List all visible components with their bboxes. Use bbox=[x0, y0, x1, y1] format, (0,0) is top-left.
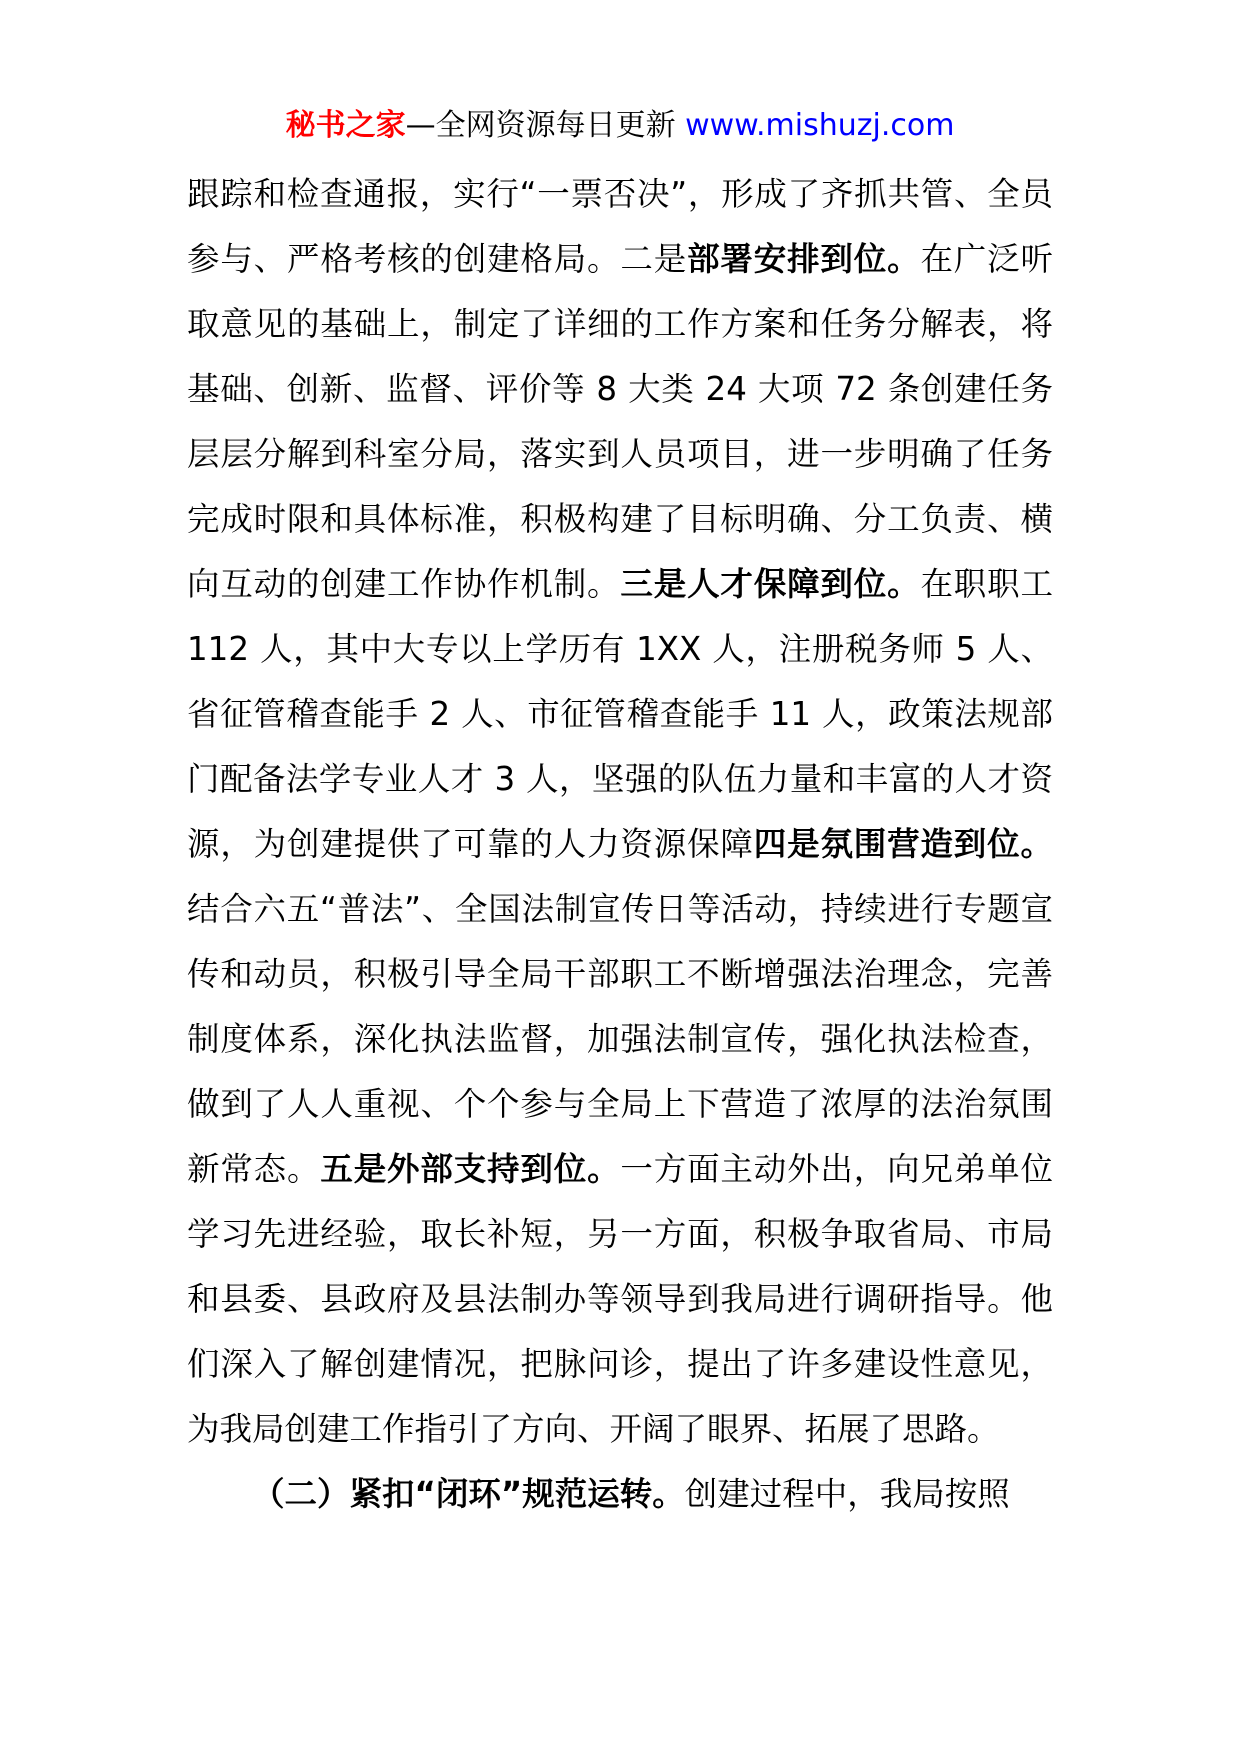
paragraph-text: 结合六五“普法”、全国法制宣传日等活动，持续进行专题宣传和动员，积极引导全局干部职工不断增强法治理念，完善制度体系，深化执法监督，加强法制宣传，强化执法检查，做到了人人重视、个个参与全局上下营造了浓厚的法治氛围新常态。 bbox=[187, 890, 1053, 1188]
site-header bbox=[0, 104, 1240, 148]
paragraph-text: 在广泛听取意见的基础上，制定了详细的工作方案和任务分解表，将基础、创新、监督、评价等 8 大类 24 大项 72 条创建任务层层分解到科室分局，落实到人员项目，进一步明确了任务完成时限和具体标准，积极构建了目标明确、分工负责、横向互动的创建工作协作机制。 bbox=[187, 240, 1053, 603]
bold-heading: 部署安排到位。 bbox=[687, 240, 921, 278]
document-body bbox=[187, 162, 1053, 1527]
paragraph-text: 创建过程中，我局按照 bbox=[684, 1475, 1010, 1513]
paragraph-text: 跟踪和检查通报，实行“一票否决”，形成了齐抓共管、全员参与、严格考核的创建格局。二是 bbox=[187, 175, 1053, 278]
body-paragraph bbox=[187, 162, 1053, 1462]
header-slogan: —全网资源每日更新 bbox=[405, 108, 686, 143]
section-paragraph bbox=[187, 1462, 1053, 1527]
site-url-link[interactable]: www.mishuzj.com bbox=[685, 108, 955, 143]
paragraph-text: 一方面主动外出，向兄弟单位学习先进经验，取长补短，另一方面，积极争取省局、市局和县委、县政府及县法制办等领导到我局进行调研指导。他们深入了解创建情况，把脉问诊，提出了许多建设性意见，为我局创建工作指引了方向、开阔了眼界、拓展了思路。 bbox=[187, 1150, 1053, 1448]
section-heading: （二）紧扣“闭环”规范运转。 bbox=[252, 1475, 685, 1513]
paragraph-text: 在职职工 112 人，其中大专以上学历有 1XX 人，注册税务师 5 人、省征管稽查能手 2 人、市征管稽查能手 11 人，政策法规部门配备法学专业人才 3 人，坚强的队伍力量和丰富的人才资源，为创建提供了可靠的人力资源保障 bbox=[187, 565, 1053, 863]
bold-heading: 三是人才保障到位。 bbox=[620, 565, 921, 603]
brand-name: 秘书之家 bbox=[285, 108, 406, 143]
bold-heading: 四是氛围营造到位。 bbox=[753, 825, 1053, 863]
bold-heading: 五是外部支持到位。 bbox=[320, 1150, 621, 1188]
